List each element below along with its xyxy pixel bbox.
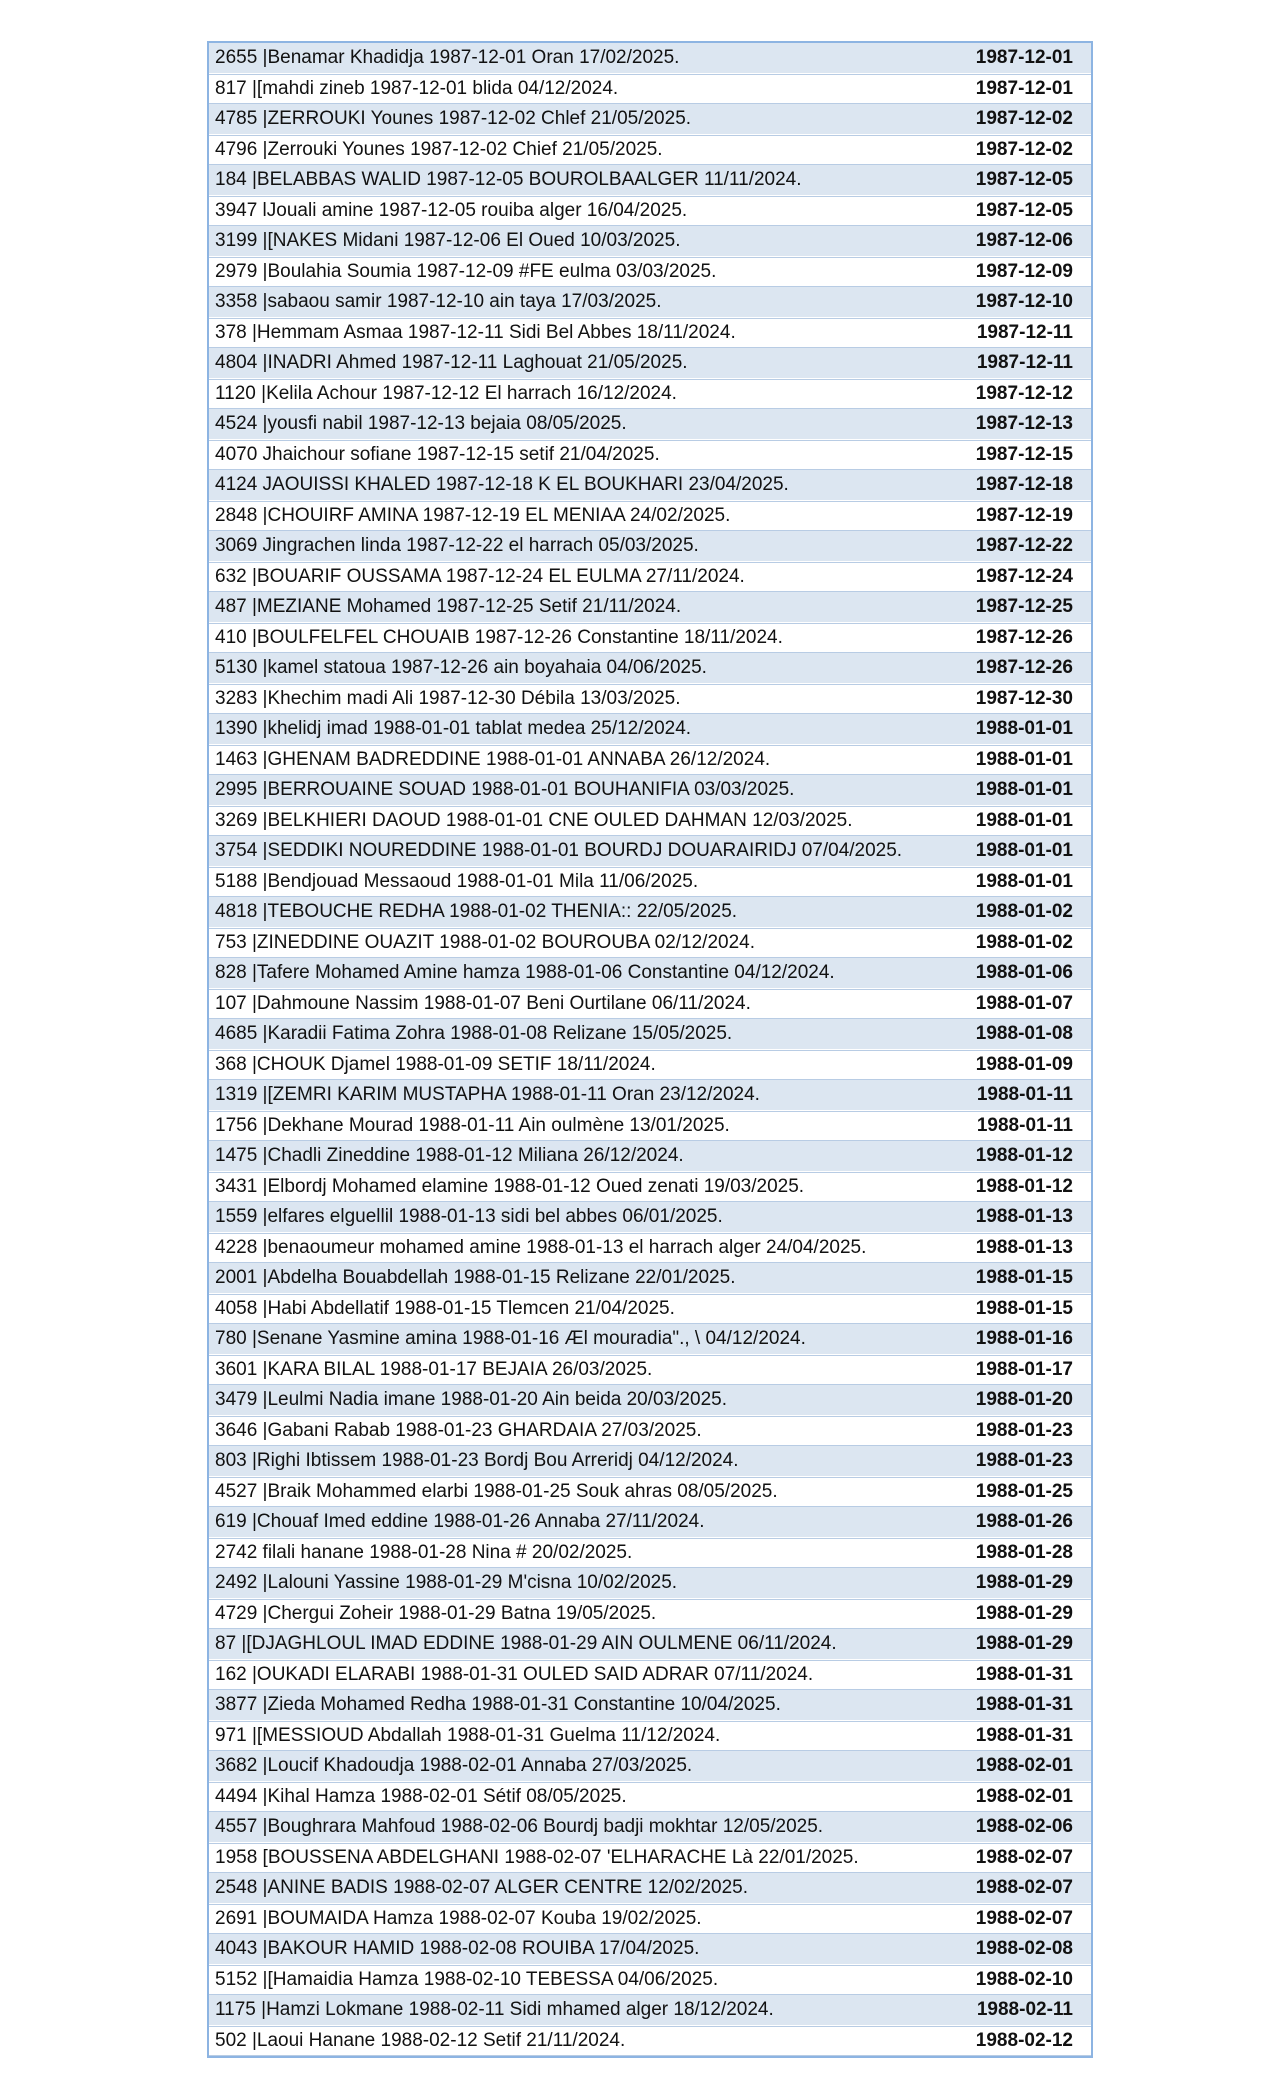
birth-date-cell: 1988-01-01 (975, 809, 1073, 831)
record-text-cell: 780 |Senane Yasmine amina 1988-01-16 Æl mouradia"., \ 04/12/2024. (215, 1327, 806, 1349)
record-text-cell: 3199 |[NAKES Midani 1987-12-06 El Oued 10/03/2025. (215, 229, 681, 251)
birth-date-cell: 1988-01-15 (975, 1266, 1073, 1288)
record-text-cell: 3877 |Zieda Mohamed Redha 1988-01-31 Constantine 10/04/2025. (215, 1693, 781, 1715)
table-row (209, 501, 1091, 532)
table-row (209, 1263, 1091, 1294)
birth-date-cell: 1988-01-08 (975, 1022, 1073, 1044)
record-text-cell: 971 |[MESSIOUD Abdallah 1988-01-31 Guelma 11/12/2024. (215, 1724, 721, 1746)
birth-date-cell: 1987-12-02 (975, 107, 1073, 129)
birth-date-cell: 1988-01-29 (975, 1571, 1073, 1593)
record-text-cell: 753 |ZINEDDINE OUAZIT 1988-01-02 BOUROUBA 02/12/2024. (215, 931, 755, 953)
record-text-cell: 4058 |Habi Abdellatif 1988-01-15 Tlemcen 21/04/2025. (215, 1297, 675, 1319)
table-row (209, 867, 1091, 898)
record-text-cell: 410 |BOULFELFEL CHOUAIB 1987-12-26 Constantine 18/11/2024. (215, 626, 783, 648)
record-text-cell: 3479 |Leulmi Nadia imane 1988-01-20 Ain beida 20/03/2025. (215, 1388, 727, 1410)
birth-date-cell: 1988-01-11 (976, 1083, 1073, 1105)
record-text-cell: 162 |OUKADI ELARABI 1988-01-31 OULED SAID ADRAR 07/11/2024. (215, 1663, 814, 1685)
record-text-cell: 1475 |Chadli Zineddine 1988-01-12 Miliana 26/12/2024. (215, 1144, 684, 1166)
record-text-cell: 2655 |Benamar Khadidja 1987-12-01 Oran 17/02/2025. (215, 46, 680, 68)
table-row (209, 1324, 1091, 1355)
record-text-cell: 2492 |Lalouni Yassine 1988-01-29 M'cisna 10/02/2025. (215, 1571, 678, 1593)
record-text-cell: 3682 |Loucif Khadoudja 1988-02-01 Annaba 27/03/2025. (215, 1754, 693, 1776)
birth-date-cell: 1988-01-12 (975, 1144, 1073, 1166)
birth-date-cell: 1988-01-12 (975, 1175, 1073, 1197)
record-text-cell: 4228 |benaoumeur mohamed amine 1988-01-13 el harrach alger 24/04/2025. (215, 1236, 867, 1258)
birth-date-cell: 1987-12-26 (975, 626, 1073, 648)
table-row (209, 379, 1091, 410)
birth-date-cell: 1987-12-05 (975, 199, 1073, 221)
table-row (209, 1721, 1091, 1752)
table-row (209, 1507, 1091, 1538)
birth-date-cell: 1988-02-10 (975, 1968, 1073, 1990)
birth-date-cell: 1988-01-11 (976, 1114, 1073, 1136)
table-row (209, 74, 1091, 105)
birth-date-cell: 1988-01-01 (975, 748, 1073, 770)
birth-date-cell: 1988-02-01 (975, 1785, 1073, 1807)
record-text-cell: 5188 |Bendjouad Messaoud 1988-01-01 Mila 11/06/2025. (215, 870, 699, 892)
table-row (209, 1843, 1091, 1874)
birth-date-cell: 1988-01-01 (975, 839, 1073, 861)
birth-date-cell: 1987-12-11 (976, 321, 1073, 343)
record-text-cell: 184 |BELABBAS WALID 1987-12-05 BOUROLBAALGER 11/11/2024. (215, 168, 802, 190)
birth-date-cell: 1988-01-29 (975, 1602, 1073, 1624)
birth-date-cell: 1988-01-31 (975, 1724, 1073, 1746)
birth-date-cell: 1987-12-25 (975, 595, 1073, 617)
table-row (209, 1385, 1091, 1416)
record-text-cell: 632 |BOUARIF OUSSAMA 1987-12-24 EL EULMA 27/11/2024. (215, 565, 745, 587)
record-text-cell: 4557 |Boughrara Mahfoud 1988-02-06 Bourdj badji mokhtar 12/05/2025. (215, 1815, 824, 1837)
table-row (209, 1995, 1091, 2026)
table-row (209, 1568, 1091, 1599)
table-row (209, 897, 1091, 928)
record-text-cell: 5152 |[Hamaidia Hamza 1988-02-10 TEBESSA 04/06/2025. (215, 1968, 719, 1990)
birth-date-cell: 1987-12-24 (975, 565, 1073, 587)
birth-date-cell: 1988-01-07 (975, 992, 1073, 1014)
birth-date-cell: 1987-12-18 (975, 473, 1073, 495)
table-row (209, 1873, 1091, 1904)
record-text-cell: 368 |CHOUK Djamel 1988-01-09 SETIF 18/11/2024. (215, 1053, 656, 1075)
record-text-cell: 2742 filali hanane 1988-01-28 Nina # 20/02/2025. (215, 1541, 633, 1563)
birth-date-cell: 1988-02-07 (975, 1846, 1073, 1868)
record-text-cell: 4685 |Karadii Fatima Zohra 1988-01-08 Relizane 15/05/2025. (215, 1022, 733, 1044)
table-row (209, 1172, 1091, 1203)
table-row (209, 684, 1091, 715)
table-row (209, 135, 1091, 166)
table-row (209, 440, 1091, 471)
birth-date-cell: 1988-01-01 (975, 778, 1073, 800)
record-text-cell: 3283 |Khechim madi Ali 1987-12-30 Débila 13/03/2025. (215, 687, 681, 709)
table-row (209, 745, 1091, 776)
table-row (209, 1050, 1091, 1081)
birth-date-cell: 1987-12-15 (975, 443, 1073, 465)
birth-date-cell: 1987-12-26 (975, 656, 1073, 678)
birth-date-cell: 1988-02-12 (975, 2029, 1073, 2051)
record-text-cell: 803 |Righi Ibtissem 1988-01-23 Bordj Bou Arreridj 04/12/2024. (215, 1449, 739, 1471)
birth-date-cell: 1988-02-01 (975, 1754, 1073, 1776)
birth-date-cell: 1987-12-19 (975, 504, 1073, 526)
table-row (209, 592, 1091, 623)
table-row (209, 165, 1091, 196)
birth-date-cell: 1988-01-20 (975, 1388, 1073, 1410)
birth-date-cell: 1988-01-09 (975, 1053, 1073, 1075)
birth-date-cell: 1987-12-22 (975, 534, 1073, 556)
birth-date-cell: 1988-01-26 (975, 1510, 1073, 1532)
table-row (209, 836, 1091, 867)
table-row (209, 1782, 1091, 1813)
table-row (209, 1660, 1091, 1691)
record-text-cell: 2548 |ANINE BADIS 1988-02-07 ALGER CENTRE 12/02/2025. (215, 1876, 749, 1898)
birth-date-cell: 1988-01-31 (975, 1693, 1073, 1715)
record-text-cell: 378 |Hemmam Asmaa 1987-12-11 Sidi Bel Abbes 18/11/2024. (215, 321, 736, 343)
record-text-cell: 3601 |KARA BILAL 1988-01-17 BEJAIA 26/03/2025. (215, 1358, 653, 1380)
birth-date-cell: 1988-02-11 (976, 1998, 1073, 2020)
table-row (209, 531, 1091, 562)
record-text-cell: 3947 lJouali amine 1987-12-05 rouiba alger 16/04/2025. (215, 199, 688, 221)
table-row (209, 1690, 1091, 1721)
record-text-cell: 1120 |Kelila Achour 1987-12-12 El harrach 16/12/2024. (215, 382, 677, 404)
birth-date-cell: 1988-01-23 (975, 1449, 1073, 1471)
table-row (209, 348, 1091, 379)
record-text-cell: 817 |[mahdi zineb 1987-12-01 blida 04/12/2024. (215, 77, 619, 99)
table-row (209, 1812, 1091, 1843)
record-text-cell: 87 |[DJAGHLOUL IMAD EDDINE 1988-01-29 AIN OULMENE 06/11/2024. (215, 1632, 837, 1654)
record-text-cell: 3431 |Elbordj Mohamed elamine 1988-01-12 Oued zenati 19/03/2025. (215, 1175, 805, 1197)
records-table (207, 41, 1093, 2058)
table-row (209, 989, 1091, 1020)
record-text-cell: 4070 Jhaichour sofiane 1987-12-15 setif 21/04/2025. (215, 443, 660, 465)
birth-date-cell: 1988-01-13 (975, 1236, 1073, 1258)
record-text-cell: 2848 |CHOUIRF AMINA 1987-12-19 EL MENIAA 24/02/2025. (215, 504, 731, 526)
record-text-cell: 2979 |Boulahia Soumia 1987-12-09 #FE eulma 03/03/2025. (215, 260, 717, 282)
table-row (209, 43, 1091, 74)
record-text-cell: 107 |Dahmoune Nassim 1988-01-07 Beni Ourtilane 06/11/2024. (215, 992, 751, 1014)
table-row (209, 104, 1091, 135)
birth-date-cell: 1988-02-06 (975, 1815, 1073, 1837)
table-row (209, 1080, 1091, 1111)
table-row (209, 562, 1091, 593)
birth-date-cell: 1988-01-15 (975, 1297, 1073, 1319)
record-text-cell: 3269 |BELKHIERI DAOUD 1988-01-01 CNE OULED DAHMAN 12/03/2025. (215, 809, 853, 831)
record-text-cell: 1756 |Dekhane Mourad 1988-01-11 Ain oulmène 13/01/2025. (215, 1114, 730, 1136)
birth-date-cell: 1988-02-07 (975, 1907, 1073, 1929)
birth-date-cell: 1987-12-05 (975, 168, 1073, 190)
record-text-cell: 3358 |sabaou samir 1987-12-10 ain taya 17/03/2025. (215, 290, 662, 312)
record-text-cell: 1559 |elfares elguellil 1988-01-13 sidi bel abbes 06/01/2025. (215, 1205, 723, 1227)
record-text-cell: 502 |Laoui Hanane 1988-02-12 Setif 21/11/2024. (215, 2029, 626, 2051)
birth-date-cell: 1988-01-28 (975, 1541, 1073, 1563)
birth-date-cell: 1987-12-02 (975, 138, 1073, 160)
record-text-cell: 2691 |BOUMAIDA Hamza 1988-02-07 Kouba 19/02/2025. (215, 1907, 702, 1929)
table-row (209, 226, 1091, 257)
birth-date-cell: 1987-12-11 (976, 351, 1073, 373)
record-text-cell: 1175 |Hamzi Lokmane 1988-02-11 Sidi mhamed alger 18/12/2024. (215, 1998, 774, 2020)
record-text-cell: 1463 |GHENAM BADREDDINE 1988-01-01 ANNABA 26/12/2024. (215, 748, 771, 770)
record-text-cell: 828 |Tafere Mohamed Amine hamza 1988-01-06 Constantine 04/12/2024. (215, 961, 835, 983)
table-row (209, 1934, 1091, 1965)
record-text-cell: 5130 |kamel statoua 1987-12-26 ain boyahaia 04/06/2025. (215, 656, 707, 678)
table-row (209, 318, 1091, 349)
record-text-cell: 4729 |Chergui Zoheir 1988-01-29 Batna 19/05/2025. (215, 1602, 657, 1624)
table-row (209, 470, 1091, 501)
record-text-cell: 1958 [BOUSSENA ABDELGHANI 1988-02-07 'ELHARACHE Là 22/01/2025. (215, 1846, 859, 1868)
table-row (209, 1111, 1091, 1142)
birth-date-cell: 1988-01-01 (975, 870, 1073, 892)
birth-date-cell: 1988-01-16 (975, 1327, 1073, 1349)
record-text-cell: 2001 |Abdelha Bouabdellah 1988-01-15 Relizane 22/01/2025. (215, 1266, 736, 1288)
table-row (209, 1599, 1091, 1630)
birth-date-cell: 1988-01-13 (975, 1205, 1073, 1227)
table-row (209, 196, 1091, 227)
birth-date-cell: 1988-02-08 (975, 1937, 1073, 1959)
record-text-cell: 4804 |INADRI Ahmed 1987-12-11 Laghouat 21/05/2025. (215, 351, 688, 373)
record-text-cell: 4043 |BAKOUR HAMID 1988-02-08 ROUIBA 17/04/2025. (215, 1937, 700, 1959)
birth-date-cell: 1987-12-30 (975, 687, 1073, 709)
birth-date-cell: 1987-12-12 (975, 382, 1073, 404)
table-row (209, 1965, 1091, 1996)
table-row (209, 775, 1091, 806)
record-text-cell: 4524 |yousfi nabil 1987-12-13 bejaia 08/05/2025. (215, 412, 627, 434)
birth-date-cell: 1987-12-01 (975, 46, 1073, 68)
table-row (209, 1904, 1091, 1935)
table-row (209, 287, 1091, 318)
birth-date-cell: 1988-01-23 (975, 1419, 1073, 1441)
table-row (209, 1202, 1091, 1233)
table-row (209, 714, 1091, 745)
record-text-cell: 1319 |[ZEMRI KARIM MUSTAPHA 1988-01-11 Oran 23/12/2024. (215, 1083, 760, 1105)
birth-date-cell: 1988-02-07 (975, 1876, 1073, 1898)
birth-date-cell: 1988-01-29 (975, 1632, 1073, 1654)
record-text-cell: 3069 Jingrachen linda 1987-12-22 el harrach 05/03/2025. (215, 534, 699, 556)
table-row (209, 1416, 1091, 1447)
record-text-cell: 4796 |Zerrouki Younes 1987-12-02 Chief 21/05/2025. (215, 138, 663, 160)
table-row (209, 1477, 1091, 1508)
record-text-cell: 4818 |TEBOUCHE REDHA 1988-01-02 THENIA:: 22/05/2025. (215, 900, 738, 922)
record-text-cell: 619 |Chouaf Imed eddine 1988-01-26 Annaba 27/11/2024. (215, 1510, 705, 1532)
table-row (209, 1233, 1091, 1264)
record-text-cell: 3754 |SEDDIKI NOUREDDINE 1988-01-01 BOURDJ DOUARAIRIDJ 07/04/2025. (215, 839, 903, 861)
birth-date-cell: 1988-01-01 (975, 717, 1073, 739)
table-row (209, 1141, 1091, 1172)
table-row (209, 1294, 1091, 1325)
record-text-cell: 4494 |Kihal Hamza 1988-02-01 Sétif 08/05/2025. (215, 1785, 627, 1807)
table-row (209, 1629, 1091, 1660)
table-row (209, 1446, 1091, 1477)
birth-date-cell: 1988-01-25 (975, 1480, 1073, 1502)
record-text-cell: 487 |MEZIANE Mohamed 1987-12-25 Setif 21/11/2024. (215, 595, 682, 617)
table-row (209, 1355, 1091, 1386)
table-row (209, 1538, 1091, 1569)
birth-date-cell: 1987-12-09 (975, 260, 1073, 282)
birth-date-cell: 1987-12-10 (975, 290, 1073, 312)
birth-date-cell: 1988-01-02 (975, 900, 1073, 922)
birth-date-cell: 1987-12-01 (975, 77, 1073, 99)
record-text-cell: 4124 JAOUISSI KHALED 1987-12-18 K EL BOUKHARI 23/04/2025. (215, 473, 789, 495)
table-row (209, 623, 1091, 654)
table-row (209, 958, 1091, 989)
table-row (209, 1751, 1091, 1782)
birth-date-cell: 1988-01-31 (975, 1663, 1073, 1685)
record-text-cell: 4527 |Braik Mohammed elarbi 1988-01-25 Souk ahras 08/05/2025. (215, 1480, 778, 1502)
table-row (209, 806, 1091, 837)
record-text-cell: 4785 |ZERROUKI Younes 1987-12-02 Chlef 21/05/2025. (215, 107, 692, 129)
table-row (209, 653, 1091, 684)
table-row (209, 1019, 1091, 1050)
birth-date-cell: 1987-12-06 (975, 229, 1073, 251)
table-row (209, 257, 1091, 288)
birth-date-cell: 1988-01-17 (975, 1358, 1073, 1380)
record-text-cell: 2995 |BERROUAINE SOUAD 1988-01-01 BOUHANIFIA 03/03/2025. (215, 778, 795, 800)
birth-date-cell: 1987-12-13 (975, 412, 1073, 434)
table-row (209, 2026, 1091, 2057)
birth-date-cell: 1988-01-02 (975, 931, 1073, 953)
record-text-cell: 3646 |Gabani Rabab 1988-01-23 GHARDAIA 27/03/2025. (215, 1419, 702, 1441)
table-row (209, 928, 1091, 959)
table-row (209, 409, 1091, 440)
birth-date-cell: 1988-01-06 (975, 961, 1073, 983)
record-text-cell: 1390 |khelidj imad 1988-01-01 tablat medea 25/12/2024. (215, 717, 692, 739)
